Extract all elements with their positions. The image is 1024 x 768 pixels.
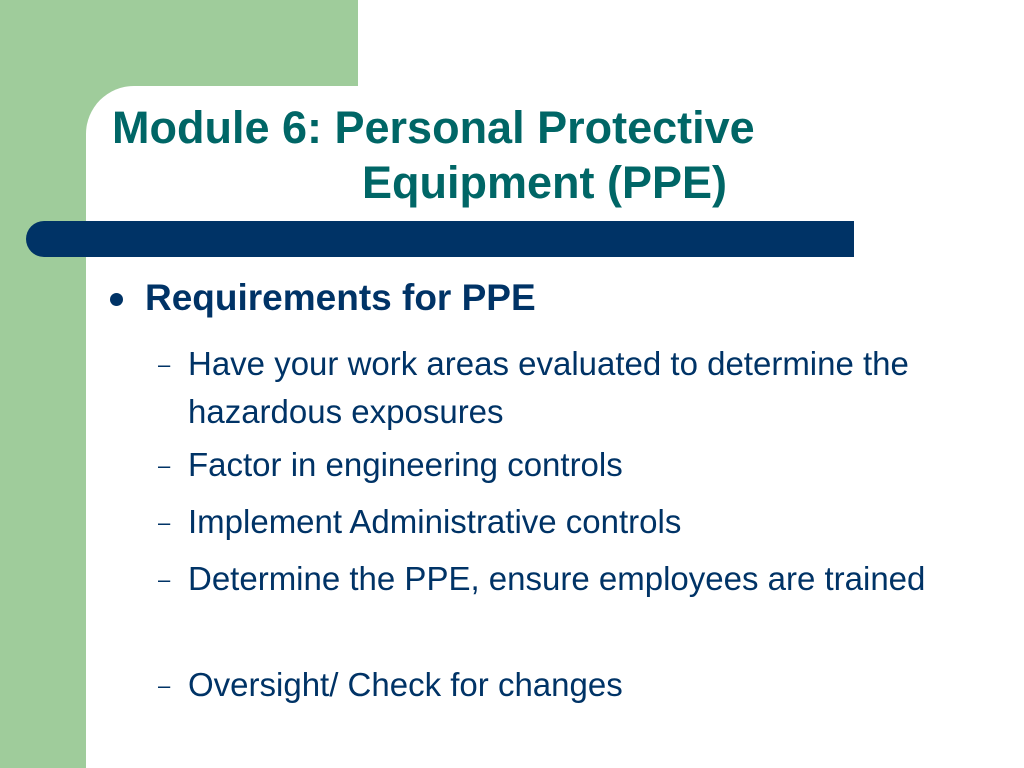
sub-bullet-text: Implement Administrative controls bbox=[188, 503, 682, 540]
dash-icon: – bbox=[158, 352, 171, 377]
sub-bullet-text: Determine the PPE, ensure employees are trained bbox=[188, 560, 926, 597]
dash-icon: – bbox=[158, 673, 171, 698]
slide-title-line-2: Equipment (PPE) bbox=[362, 157, 728, 208]
sub-bullet-text: Factor in engineering controls bbox=[188, 446, 623, 483]
bullet-dot-icon bbox=[110, 293, 123, 306]
bullet-heading: Requirements for PPE bbox=[145, 277, 536, 318]
sub-bullet-text: Oversight/ Check for changes bbox=[188, 666, 623, 703]
slide-title-line-1: Module 6: Personal Protective bbox=[112, 102, 755, 153]
dash-icon: – bbox=[158, 510, 171, 535]
sub-bullet-text: Have your work areas evaluated to determine the hazardous exposures bbox=[188, 345, 909, 430]
dash-icon: – bbox=[158, 567, 171, 592]
dash-icon: – bbox=[158, 453, 171, 478]
